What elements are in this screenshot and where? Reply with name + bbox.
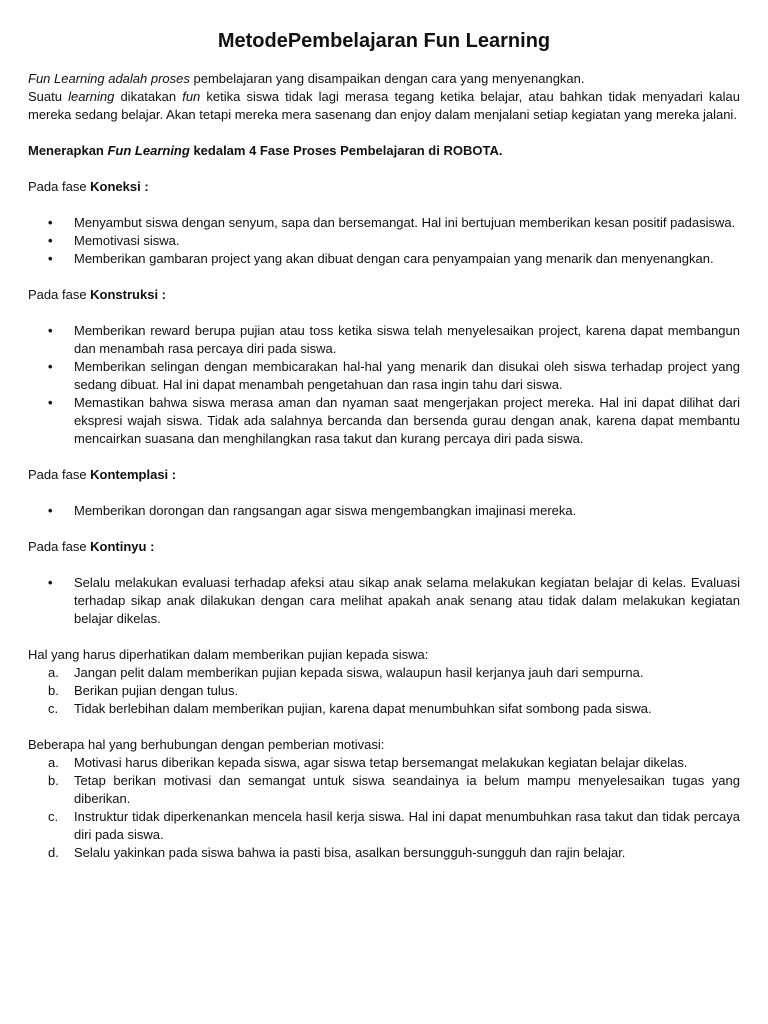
phase-prefix: Pada fase: [28, 287, 91, 302]
intro-p2-c: dikatakan: [114, 89, 183, 104]
apply-heading: [28, 142, 740, 160]
list-item: [28, 754, 740, 772]
list-item: [28, 664, 740, 682]
list-marker: c.: [48, 701, 59, 716]
list-item-text: Tidak berlebihan dalam memberikan pujian, karena dapat menumbuhkan sifat sombong pada siswa.: [74, 701, 652, 716]
list-marker: d.: [48, 845, 59, 860]
phase-name: Kontemplasi :: [90, 467, 177, 482]
phase-koneksi-list: [28, 214, 740, 268]
list-marker: b.: [48, 773, 59, 788]
praise-list: [28, 664, 740, 718]
phase-heading-konstruksi: [28, 286, 740, 304]
list-item: • Memberikan dorongan dan rangsangan agar siswa mengembangkan imajinasi mereka.: [28, 502, 740, 520]
list-marker: a.: [48, 755, 59, 770]
list-item: [28, 844, 740, 862]
apply-a: Menerapkan: [28, 143, 108, 158]
list-item-text: Jangan pelit dalam memberikan pujian kepada siswa, walaupun hasil kerjanya jauh dari sempurna.: [74, 665, 644, 680]
intro-line-1-rest: pembelajaran yang disampaikan dengan cara yang menyenangkan.: [189, 71, 585, 86]
list-item: • Memberikan reward berupa pujian atau toss ketika siswa telah menyelesaikan project, karena dapat membangun dan menambah rasa percaya diri pada siswa.: [28, 322, 740, 358]
list-item: • Memberikan gambaran project yang akan dibuat dengan cara penyampaian yang menarik dan menyenangkan.: [28, 250, 740, 268]
list-item: [28, 772, 740, 808]
list-item-text: Tetap berikan motivasi dan semangat untuk siswa seandainya ia belum mampu menyelesaikan tugas yang diberikan.: [74, 773, 740, 806]
phase-kontemplasi-list: [28, 502, 740, 520]
phase-prefix: Pada fase: [28, 539, 91, 554]
praise-heading: Hal yang harus diperhatikan dalam memberikan pujian kepada siswa:: [28, 647, 429, 662]
list-item: • Selalu melakukan evaluasi terhadap afeksi atau sikap anak selama melakukan kegiatan belajar di kelas. Evaluasi terhadap sikap anak dilakukan dengan cara melihat apakah anak senang atau tidak dalam melakukan kegiatan belajar dikelas.: [28, 574, 740, 628]
motivation-list: [28, 754, 740, 862]
phase-heading-kontemplasi: [28, 466, 740, 484]
list-item-text: Instruktur tidak diperkenankan mencela hasil kerja siswa. Hal ini dapat menumbuhkan rasa takut dan tidak percaya diri pada siswa.: [74, 809, 740, 842]
list-item-text: Motivasi harus diberikan kepada siswa, agar siswa tetap bersemangat melakukan kegiatan belajar dikelas.: [74, 755, 688, 770]
phase-heading-koneksi: [28, 178, 740, 196]
apply-c: kedalam 4 Fase Proses Pembelajaran di ROBOTA.: [189, 143, 503, 158]
list-marker: b.: [48, 683, 59, 698]
apply-fun-learning: Fun Learning: [107, 143, 190, 158]
phase-prefix: Pada fase: [28, 467, 91, 482]
intro-fun-learning-italic: Fun Learning adalah proses: [28, 71, 190, 86]
phase-heading-kontinyu: [28, 538, 740, 556]
list-item: • Memastikan bahwa siswa merasa aman dan nyaman saat mengerjakan project mereka. Hal ini dapat dilihat dari ekspresi wajah siswa. Tidak ada salahnya bercanda dan bersenda gurau dengan anak, karena dapat membantu mencairkan suasana dan menghilangkan rasa takut dan kurang percaya diri pada siswa.: [28, 394, 740, 448]
list-item: • Menyambut siswa dengan senyum, sapa dan bersemangat. Hal ini bertujuan memberikan kesan positif padasiswa.: [28, 214, 740, 232]
list-marker: c.: [48, 809, 59, 824]
phase-name: Koneksi :: [90, 179, 149, 194]
phase-name: Konstruksi :: [90, 287, 166, 302]
list-marker: a.: [48, 665, 59, 680]
list-item: [28, 700, 740, 718]
document-title: MetodePembelajaran Fun Learning: [217, 30, 551, 52]
phase-name: Kontinyu :: [90, 539, 155, 554]
intro-paragraph-2: [28, 88, 740, 124]
motivation-heading: Beberapa hal yang berhubungan dengan pemberian motivasi:: [28, 737, 385, 752]
intro-p2-a: Suatu: [28, 89, 69, 104]
list-item-text: Selalu yakinkan pada siswa bahwa ia pasti bisa, asalkan bersungguh-sungguh dan rajin belajar.: [74, 845, 626, 860]
list-item: [28, 682, 740, 700]
list-item: • Memberikan selingan dengan membicarakan hal-hal yang menarik dan disukai oleh siswa terhadap project yang sedang dibuat. Hal ini dapat menambah pengetahuan dan rasa ingin tahu dari siswa.: [28, 358, 740, 394]
phase-prefix: Pada fase: [28, 179, 91, 194]
list-item: [28, 808, 740, 844]
intro-p2-fun: fun: [182, 89, 201, 104]
phase-kontinyu-list: [28, 574, 740, 628]
list-item-text: Berikan pujian dengan tulus.: [74, 683, 239, 698]
intro-p2-e: ketika siswa tidak lagi merasa tegang ketika belajar, atau bahkan tidak menyadari kalau mereka sedang belajar. Akan tetapi mereka mera sasenang dan enjoy dalam menjalani setiap kegiatan yang mereka jalani.: [28, 89, 740, 122]
phase-konstruksi-list: [28, 322, 740, 448]
list-item: • Memotivasi siswa.: [28, 232, 740, 250]
intro-p2-learning: learning: [68, 89, 115, 104]
intro-line-1: [28, 70, 740, 88]
